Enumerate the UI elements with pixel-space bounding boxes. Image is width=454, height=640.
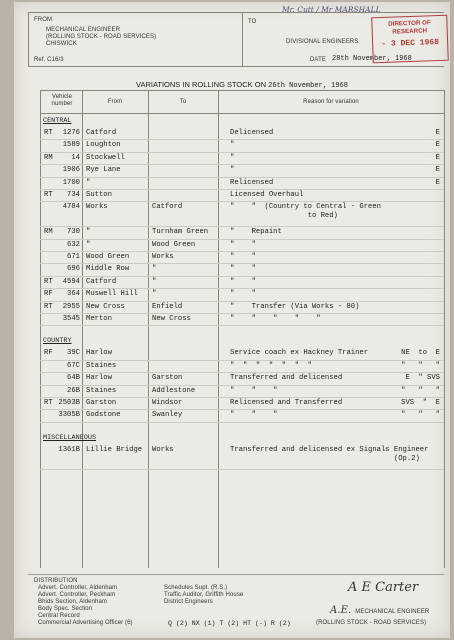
vehicle-class: RF xyxy=(44,290,53,299)
distribution-recipient: Commercial Advertising Officer (6) xyxy=(38,620,133,626)
to-depot: Swanley xyxy=(152,411,183,420)
distribution-recipient: Schedules Supt. (R.S.) xyxy=(164,585,228,591)
area-code: " " " xyxy=(401,386,440,395)
vehicle-number: 4594 xyxy=(62,277,80,286)
header-bottom-border xyxy=(28,66,444,67)
table-header-border xyxy=(40,113,444,114)
from-depot: " xyxy=(86,178,91,187)
vehicle-class: RT xyxy=(44,191,53,199)
row-rule xyxy=(40,409,444,410)
to-depot: Catford xyxy=(152,203,183,212)
stamp-line-1: DIRECTOR OF xyxy=(388,19,431,28)
to-depot: New Cross xyxy=(152,315,191,323)
from-depot: Staines xyxy=(86,361,117,370)
vehicle-class: RT xyxy=(44,399,53,407)
vehicle-number: 364 xyxy=(67,290,80,299)
area-code: E xyxy=(435,153,440,162)
reason-text: Transferred and delicensed ex Signals Engineer (Op.2) xyxy=(230,445,429,463)
row-rule xyxy=(40,251,444,252)
from-depot: Merton xyxy=(86,315,112,323)
row-rule xyxy=(40,276,444,277)
distribution-recipient: Advert. Controller, Aldenham xyxy=(38,585,118,591)
reason-text: " " xyxy=(230,265,256,274)
reason-text: " " " xyxy=(230,411,278,420)
reason-text: " " xyxy=(230,290,256,299)
from-depot: Lillie Bridge xyxy=(86,445,143,454)
from-depot: Rye Lane xyxy=(86,166,121,175)
table-top-border xyxy=(40,90,444,91)
from-depot: Garston xyxy=(86,399,117,407)
distribution-label: DISTRIBUTION xyxy=(34,578,78,584)
to-depot: Turnham Green xyxy=(152,228,209,237)
area-code: SVS " E xyxy=(401,399,440,407)
footer-divider xyxy=(28,574,444,575)
from-depot: Harlow xyxy=(86,349,112,358)
area-code: E " SVS xyxy=(405,374,440,383)
area-code: " " " xyxy=(401,361,440,370)
distribution-list-1 xyxy=(38,585,133,627)
vehicle-number: 67C xyxy=(67,361,80,370)
from-line-2: (ROLLING STOCK - ROAD SERVICES) xyxy=(46,34,157,40)
vehicle-number: 14 xyxy=(71,153,80,162)
from-depot: Loughton xyxy=(86,141,121,150)
vehicle-class: RM xyxy=(44,228,53,237)
handwritten-addressees: Mr. Cutt / Mr MARSHALL xyxy=(282,5,381,14)
vehicle-class: RT xyxy=(44,302,53,311)
vehicle-number: 1276 xyxy=(62,129,80,137)
section-title: MISCELLANEOUS xyxy=(43,433,97,442)
from-depot: Catford xyxy=(86,129,117,137)
from-depot: " xyxy=(86,240,91,249)
vehicle-number: 1700 xyxy=(62,178,80,187)
vehicle-number: 2955 xyxy=(62,302,80,311)
vehicle-number: 39C xyxy=(67,349,80,358)
row-rule xyxy=(40,201,444,202)
column-divider-from xyxy=(148,90,149,568)
to-depot: Wood Green xyxy=(152,240,196,249)
vehicle-number: 3305B xyxy=(58,411,80,420)
row-rule xyxy=(40,239,444,240)
from-depot: Works xyxy=(86,203,108,212)
signatory-title-text: MECHANICAL ENGINEER xyxy=(355,609,430,615)
vehicle-number: 632 xyxy=(67,240,80,249)
vehicle-number: 3545 xyxy=(62,315,80,323)
area-code: E xyxy=(435,141,440,150)
area-code: E xyxy=(435,129,440,137)
section-title: CENTRAL xyxy=(43,117,72,125)
signature: A E Carter xyxy=(348,580,419,595)
vehicle-class: RT xyxy=(44,129,53,137)
to-depot: Enfield xyxy=(152,302,183,311)
row-rule xyxy=(40,139,444,140)
reason-text: " xyxy=(230,153,235,162)
vehicle-number: 1906 xyxy=(62,166,80,175)
to-depot: " xyxy=(152,277,157,286)
area-code: NE to E xyxy=(401,349,440,358)
header-divider xyxy=(242,12,243,67)
to-line: DIVISIONAL ENGINEERS xyxy=(286,39,359,45)
column-divider-vehicle xyxy=(82,90,83,568)
row-rule xyxy=(40,226,444,227)
from-depot: Staines xyxy=(86,386,117,395)
vehicle-number: 26B xyxy=(67,386,80,395)
reason-text: Transferred and delicensed xyxy=(230,374,343,383)
to-depot: " xyxy=(152,265,157,274)
vehicle-number: 671 xyxy=(67,253,80,261)
row-rule xyxy=(40,313,444,314)
memo-sheet xyxy=(14,2,450,638)
from-depot: Stockwell xyxy=(86,153,125,162)
distribution-recipient: Advert. Controller, Peckham xyxy=(38,592,116,598)
row-rule xyxy=(40,372,444,373)
to-label: TO xyxy=(248,19,257,25)
reason-text: " xyxy=(230,166,235,175)
received-stamp xyxy=(371,15,449,64)
from-line-1: MECHANICAL ENGINEER xyxy=(46,27,121,33)
area-code: " " " xyxy=(401,411,440,420)
from-depot: Sutton xyxy=(86,191,112,199)
from-depot: Godstone xyxy=(86,411,121,420)
reason-text: " " " " " " " xyxy=(230,361,312,370)
row-rule xyxy=(40,164,444,165)
section-title: COUNTRY xyxy=(43,337,72,346)
column-header-from: From xyxy=(107,99,123,105)
vehicle-number: 730 xyxy=(67,228,80,237)
vehicle-number: 4784 xyxy=(62,203,80,212)
from-depot: Catford xyxy=(86,277,117,286)
header-top-border xyxy=(28,12,444,13)
distribution-recipient: Body Spec. Section xyxy=(38,606,93,612)
column-header-vehicle: Vehicle number xyxy=(51,94,73,107)
to-depot: Windsor xyxy=(152,399,183,407)
title-date: 26th November, 1968 xyxy=(268,82,348,90)
from-depot: Muswell Hill xyxy=(86,290,138,299)
reason-text: " xyxy=(230,141,235,150)
column-header-reason: Reason for variation xyxy=(303,99,359,105)
reason-text: Service coach ex Hackney Trainer xyxy=(230,349,369,358)
signatory-subtitle: (ROLLING STOCK - ROAD SERVICES) xyxy=(316,620,427,626)
signatory-title: A.E. MECHANICAL ENGINEER xyxy=(330,605,430,616)
row-rule xyxy=(40,177,444,178)
reason-text: " " xyxy=(230,253,256,261)
from-depot: Harlow xyxy=(86,374,112,383)
row-rule xyxy=(40,469,444,470)
distribution-recipient: Traffic Auditor, Griffith House xyxy=(164,592,244,598)
row-rule xyxy=(40,385,444,386)
reason-text: " " " " " xyxy=(230,315,321,323)
distribution-list-2 xyxy=(164,585,243,606)
table-right-border xyxy=(444,90,445,568)
row-rule xyxy=(40,189,444,190)
column-divider-to xyxy=(218,90,219,568)
reason-text: Delicensed xyxy=(230,129,274,137)
to-depot: Garston xyxy=(152,374,183,383)
from-depot: Wood Green xyxy=(86,253,130,261)
from-depot: New Cross xyxy=(86,302,125,311)
vehicle-number: 64B xyxy=(67,374,80,383)
row-rule xyxy=(40,397,444,398)
vehicle-number: 2503B xyxy=(58,399,80,407)
row-rule xyxy=(40,288,444,289)
to-depot: Works xyxy=(152,445,174,454)
stamp-date: - 3 DEC 1968 xyxy=(381,38,440,50)
column-header-to: To xyxy=(179,99,187,105)
from-depot: Middle Row xyxy=(86,265,130,274)
vehicle-number: 1361B xyxy=(58,445,80,454)
area-code: E xyxy=(435,178,440,187)
row-rule xyxy=(40,422,444,423)
title-prefix: VARIATIONS IN ROLLING STOCK ON xyxy=(136,80,267,89)
reason-text: Licensed Overhaul xyxy=(230,191,304,199)
from-depot: " xyxy=(86,228,91,237)
row-rule xyxy=(40,325,444,326)
from-label: FROM xyxy=(34,17,53,23)
to-depot: " xyxy=(152,290,157,299)
date-value: 28th November, 1968 xyxy=(332,55,412,63)
row-rule xyxy=(40,360,444,361)
distribution-recipient: Central Record xyxy=(38,613,80,619)
from-line-3: CHISWICK xyxy=(46,41,77,47)
date-label: DATE xyxy=(310,57,326,63)
to-depot: Works xyxy=(152,253,174,261)
reason-text: " " (Country to Central - Green to Red) xyxy=(230,203,381,221)
reason-text: " Repaint xyxy=(230,228,282,237)
stamp-line-2: RESEARCH xyxy=(392,26,428,36)
vehicle-number: 1589 xyxy=(62,141,80,150)
row-rule xyxy=(40,301,444,302)
reason-text: " Transfer (Via Works - 80) xyxy=(230,302,360,311)
vehicle-class: RT xyxy=(44,277,53,286)
distribution-codes: Q (2) NX (1) T (2) HT (-) R (2) xyxy=(168,620,291,627)
distribution-recipient: Bhids Section, Aldenham xyxy=(38,599,108,605)
distribution-recipient: District Engineers xyxy=(164,599,213,605)
row-rule xyxy=(40,263,444,264)
reason-text: " " " xyxy=(230,386,278,395)
reason-text: " " xyxy=(230,277,256,286)
table-left-border xyxy=(40,90,41,568)
to-depot: Addlestone xyxy=(152,386,196,395)
reason-text: Relicensed xyxy=(230,178,274,187)
row-rule xyxy=(40,152,444,153)
document-title xyxy=(136,80,348,90)
vehicle-number: 734 xyxy=(67,191,80,199)
header-left-border xyxy=(28,12,29,67)
area-code: E xyxy=(435,166,440,175)
reference: Ref. C16/3 xyxy=(34,57,64,63)
vehicle-class: RM xyxy=(44,153,53,162)
reason-text: " " xyxy=(230,240,256,249)
vehicle-number: 696 xyxy=(67,265,80,274)
vehicle-class: RF xyxy=(44,349,53,358)
reason-text: Relicensed and Transferred xyxy=(230,399,343,407)
